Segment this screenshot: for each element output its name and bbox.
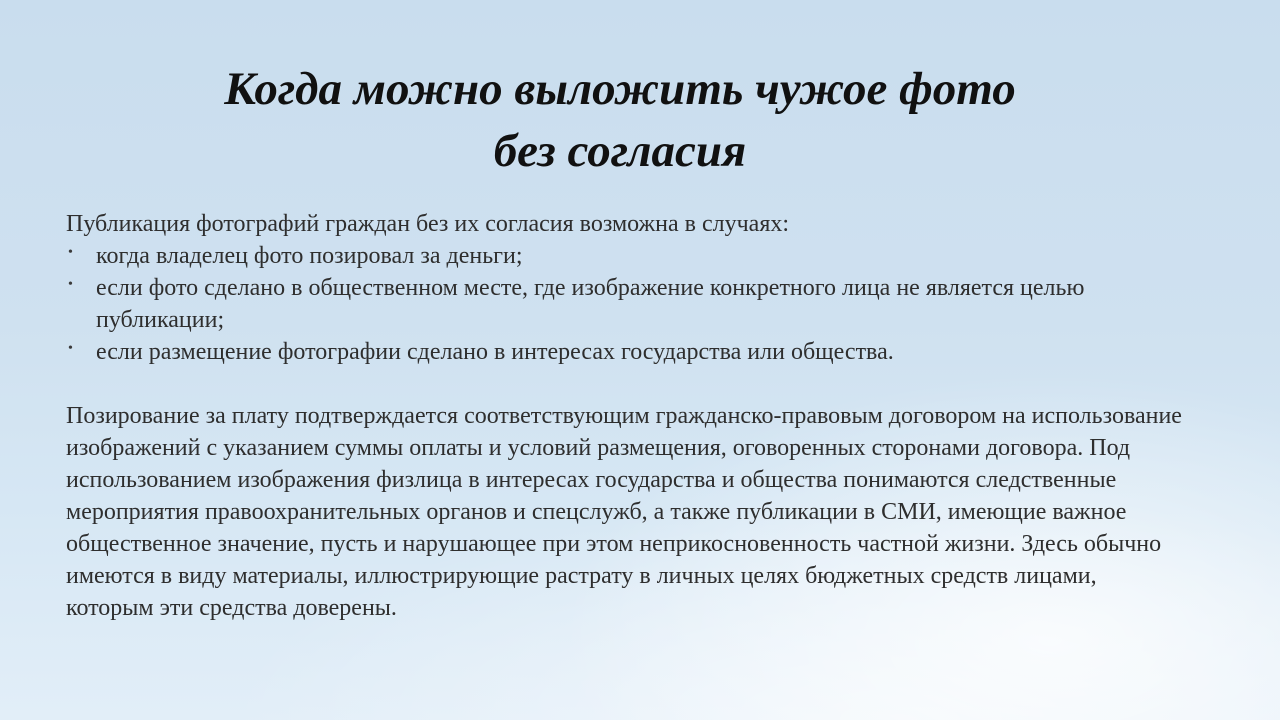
slide-body	[66, 208, 1186, 624]
intro-text: Публикация фотографий граждан без их согласия возможна в случаях:	[66, 211, 790, 237]
bullet-text: когда владелец фото позировал за деньги;	[96, 243, 523, 269]
bullet-list	[66, 240, 1186, 368]
bullet-item	[66, 336, 1186, 368]
bullet-item	[66, 240, 1186, 272]
bullet-icon: •	[68, 245, 73, 260]
bullet-text: если размещение фотографии сделано в интересах государства или общества.	[96, 339, 894, 365]
bullet-text: если фото сделано в общественном месте, где изображение конкретного лица не является целью публикации;	[96, 275, 1085, 333]
bullet-icon: •	[68, 341, 73, 356]
slide-title-line-2: без согласия	[493, 125, 747, 177]
bullet-item	[66, 272, 1186, 336]
body-paragraph: Позирование за плату подтверждается соответствующим гражданско-правовым договором на использование изображений с указанием суммы оплаты и условий размещения, оговоренных сторонами договора. Под использованием изображения физлица в интересах государства и общества понимаются следственные мероприятия правоохранительных органов и спецслужб, а также публикации в СМИ, имеющие важное общественное значение, пусть и нарушающее при этом неприкосновенность частной жизни. Здесь обычно имеются в виду материалы, иллюстрирующие растрату в личных целях бюджетных средств лицами, которым эти средства доверены.	[66, 403, 1182, 621]
slide-title-line-1: Когда можно выложить чужое фото	[224, 63, 1016, 115]
bullet-icon: •	[68, 277, 73, 292]
slide-title	[0, 58, 1240, 182]
